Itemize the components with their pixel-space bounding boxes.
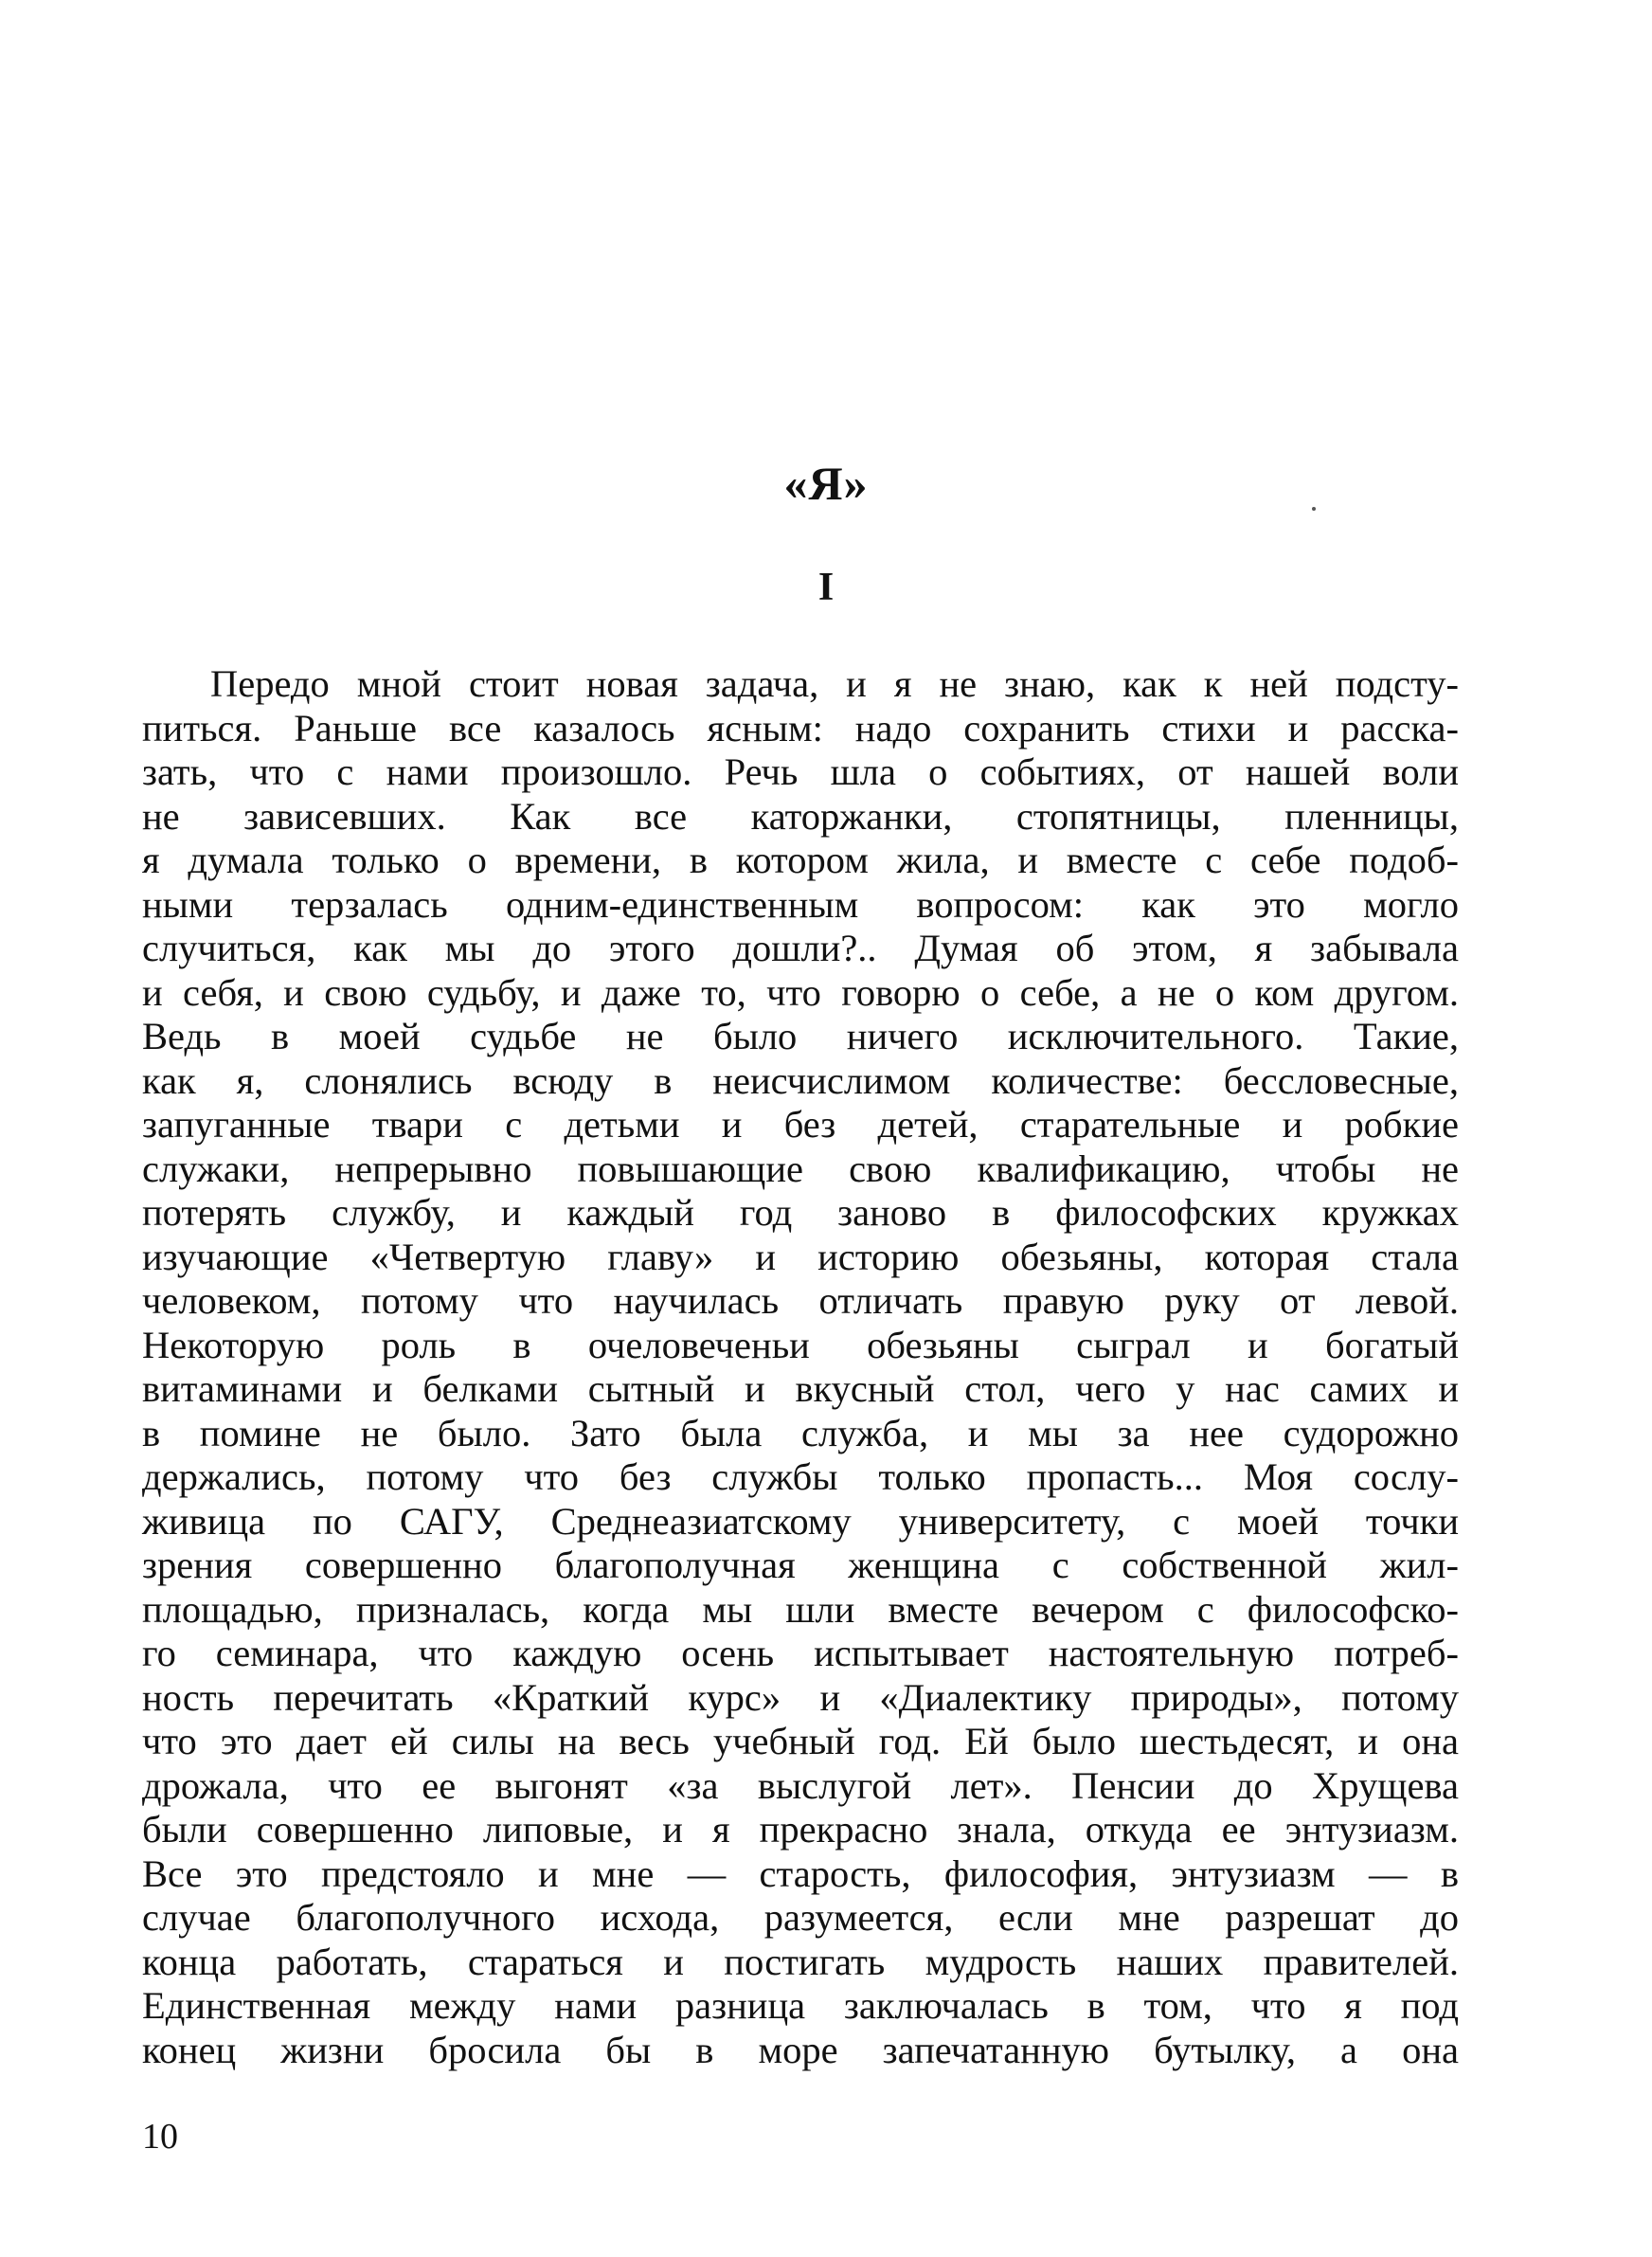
text-line: конца работать, стараться и постигать мудрость наших правителей. xyxy=(142,1940,1459,1983)
text-line: Все это предстояло и мне — старость, философия, энтузиазм — в xyxy=(142,1851,1459,1895)
text-line: Ведь в моей судьбе не было ничего исключительного. Такие, xyxy=(142,1015,1459,1057)
body-text xyxy=(142,662,1459,2072)
text-line: витаминами и белками сытный и вкусный стол, чего у нас самих и xyxy=(142,1367,1459,1410)
text-line: го семинара, что каждую осень испытывает настоятельную потреб- xyxy=(142,1632,1459,1674)
text-line: не зависевших. Как все каторжанки, стопятницы, пленницы, xyxy=(142,794,1459,838)
text-line: зать, что с нами произошло. Речь шла о событиях, от нашей воли xyxy=(142,750,1459,793)
text-line: держались, потому что без службы только пропасть... Моя сослу- xyxy=(142,1455,1459,1498)
chapter-title: «Я» xyxy=(783,457,869,510)
text-line: Передо мной стоит новая задача, и я не знаю, как к ней подсту- xyxy=(210,662,1459,705)
print-speck xyxy=(1312,507,1316,511)
text-line: дрожала, что ее выгонят «за выслугой лет». Пенсии до Хрущева xyxy=(142,1763,1459,1807)
text-line: Единственная между нами разница заключалась в том, что я под xyxy=(142,1984,1459,2027)
text-line: и себя, и свою судьбу, и даже то, что говорю о себе, а не о ком другом. xyxy=(142,970,1459,1014)
text-line: изучающие «Четвертую главу» и историю обезьяны, которая стала xyxy=(142,1235,1459,1278)
text-line: потерять службу, и каждый год заново в философских кружках xyxy=(142,1191,1459,1234)
text-line: случае благополучного исхода, разумеется, если мне разрешат до xyxy=(142,1896,1459,1939)
text-line: что это дает ей силы на весь учебный год. Ей было шестьдесят, и она xyxy=(142,1720,1459,1762)
text-line: я думала только о времени, в котором жила, и вместе с себе подоб- xyxy=(142,839,1459,881)
page-number: 10 xyxy=(142,2117,178,2157)
text-line: зрения совершенно благополучная женщина с собственной жил- xyxy=(142,1544,1459,1586)
text-line: как я, слонялись всюду в неисчислимом количестве: бессловесные, xyxy=(142,1058,1459,1102)
text-line: конец жизни бросила бы в море запечатанную бутылку, а она xyxy=(142,2028,1459,2071)
text-line: живица по САГУ, Среднеазиатскому университету, с моей точки xyxy=(142,1499,1459,1543)
text-line: площадью, призналась, когда мы шли вместе вечером с философско- xyxy=(142,1587,1459,1631)
text-line: ность перечитать «Краткий курс» и «Диалектику природы», потому xyxy=(142,1675,1459,1719)
text-line: Некоторую роль в очеловеченьи обезьяны сыграл и богатый xyxy=(142,1323,1459,1366)
text-line: человеком, потому что научилась отличать правую руку от левой. xyxy=(142,1279,1459,1322)
text-line: служаки, непрерывно повышающие свою квалификацию, чтобы не xyxy=(142,1147,1459,1190)
section-number: I xyxy=(817,566,835,609)
text-line: случиться, как мы до этого дошли?.. Думая об этом, я забывала xyxy=(142,927,1459,969)
text-line: в помине не было. Зато была служба, и мы за нее судорожно xyxy=(142,1411,1459,1454)
text-line: питься. Раньше все казалось ясным: надо сохранить стихи и расска- xyxy=(142,706,1459,749)
text-line: запуганные твари с детьми и без детей, старательные и робкие xyxy=(142,1103,1459,1146)
text-line: ными терзалась одним-единственным вопросом: как это могло xyxy=(142,882,1459,926)
text-line: были совершенно липовые, и я прекрасно знала, откуда ее энтузиазм. xyxy=(142,1808,1459,1851)
